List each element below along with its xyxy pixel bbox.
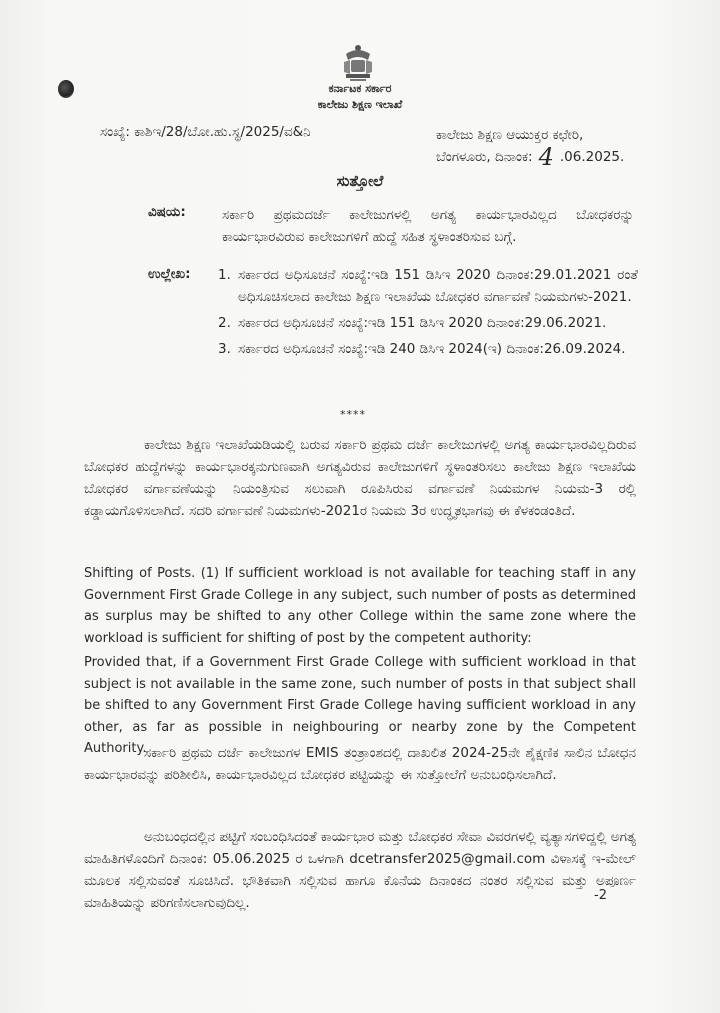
office-name: ಕಾಲೇಜು ಶಿಕ್ಷಣ ಆಯುಕ್ತರ ಕಛೇರಿ,: [436, 127, 584, 143]
place-date: [436, 143, 625, 171]
paragraph-rule-proviso: Provided that, if a Government First Grade College with sufficient workload in that subject is not available in the same zone, such number of posts in that subject shall be shifted to any Government First Grade College having sufficient workload in any other, as far as possible in neighbouring or nearby zone by the Competent Authority.: [84, 655, 636, 757]
circular-title: ಸುತ್ತೋಲೆ: [336, 172, 384, 190]
date-prefix: ಬೆಂಗಳೂರು, ದಿನಾಂಕ:: [436, 149, 533, 165]
paragraph-1: ಕಾಲೇಜು ಶಿಕ್ಷಣ ಇಲಾಖೆಯಡಿಯಲ್ಲಿ ಬರುವ ಸರ್ಕಾರಿ ಪ್ರಥಮ ದರ್ಜೆ ಕಾಲೇಜುಗಳಲ್ಲಿ ಅಗತ್ಯ ಕಾರ್ಯಭಾರವಿಲ್ಲದಿರುವ ಬೋಧಕರ ಹುದ್ದೆಗಳನ್ನು ಕಾರ್ಯಭಾರಕ್ಕನುಗುಣವಾಗಿ ಅಗತ್ಯವಿರುವ ಕಾಲೇಜುಗಳಿಗೆ ಸ್ಥಳಾಂತರಿಸಲು ಕಾಲೇಜು ಶಿಕ್ಷಣ ಇಲಾಖೆಯ ಬೋಧಕರ ವರ್ಗಾವಣೆಯನ್ನು ನಿಯಂತ್ರಿಸುವ ಸಲುವಾಗಿ ರೂಪಿಸಿರುವ ವರ್ಗಾವಣೆ ನಿಯಮಗಳ ನಿಯಮ-3 ರಲ್ಲಿ ಕಡ್ಡಾಯಗೊಳಿಸಲಾಗಿದೆ. ಸದರಿ ವರ್ಗಾವಣೆ ನಿಯಮಗಳು-2021ರ ನಿಯಮ 3ರ ಉದ್ಧೃತಭಾಗವು ಈ ಕೆಳಕಂಡಂತಿದೆ.: [84, 437, 636, 519]
reference-item: [218, 264, 638, 308]
reference-number-2: 2.: [218, 315, 231, 331]
reference-number: ಸಂಖ್ಯೆ: ಕಾಶಿಇ/28/ಬೋ.ಹು.ಸ್ಥ/2025/ವ&ನಿ: [100, 124, 311, 140]
reference-text-1: ಸರ್ಕಾರದ ಅಧಿಸೂಚನೆ ಸಂಖ್ಯೆ:ಇಡಿ 151 ಡಿಸಿಇ 2020 ದಿನಾಂಕ:29.01.2021 ರಂತೆ ಅಧಿಸೂಚಿಸಲಾದ ಕಾಲೇಜು ಶಿಕ್ಷಣ ಇಲಾಖೆಯ ಬೋಧಕರ ವರ್ಗಾವಣೆ ನಿಯಮಗಳು-2021.: [238, 267, 638, 305]
reference-text-2: ಸರ್ಕಾರದ ಅಧಿಸೂಚನೆ ಸಂಖ್ಯೆ:ಇಡಿ 151 ಡಿಸಿಇ 2020 ದಿನಾಂಕ:29.06.2021.: [238, 315, 607, 331]
handwritten-date-day: 4: [538, 143, 554, 171]
references-label: ಉಲ್ಲೇಖ:: [148, 266, 191, 282]
subject-text: ಸರ್ಕಾರಿ ಪ್ರಥಮದರ್ಜೆ ಕಾಲೇಜುಗಳಲ್ಲಿ ಅಗತ್ಯ ಕಾರ್ಯಭಾರವಿಲ್ಲದ ಬೋಧಕರನ್ನು ಕಾರ್ಯಭಾರವಿರುವ ಕಾಲೇಜುಗಳಿಗೆ ಹುದ್ದೆ ಸಹಿತ ಸ್ಥಳಾಂತರಿಸುವ ಬಗ್ಗೆ.: [222, 207, 634, 245]
office-address: [436, 124, 625, 171]
reference-item: [218, 312, 638, 334]
reference-item: [218, 338, 638, 360]
separator: ****: [340, 408, 366, 421]
paragraph-rule-shifting: Shifting of Posts. (1) If sufficient workload is not available for teaching staff in any Government First Grade College in any subject, such number of posts as determined as surplus may be shifted to any other College within the same zone where the workload is sufficient for shifting of post by the competent authority:: [84, 566, 636, 646]
government-name: ಕರ್ನಾಟಕ ಸರ್ಕಾರ: [328, 82, 392, 95]
reference-number-3: 3.: [218, 341, 231, 357]
paragraph-4: ಸರ್ಕಾರಿ ಪ್ರಥಮ ದರ್ಜೆ ಕಾಲೇಜುಗಳ EMIS ತಂತ್ರಾಂಶದಲ್ಲಿ ದಾಖಲಿತ 2024-25ನೇ ಶೈಕ್ಷಣಿಕ ಸಾಲಿನ ಬೋಧನ ಕಾರ್ಯಭಾರವನ್ನು ಪರಿಶೀಲಿಸಿ, ಕಾರ್ಯಭಾರವಿಲ್ಲದ ಬೋಧಕರ ಪಟ್ಟಿಯನ್ನು ಈ ಸುತ್ತೋಲೆಗೆ ಅನುಬಂಧಿಸಲಾಗಿದೆ.: [84, 745, 636, 783]
paragraph-5: ಅನುಬಂಧದಲ್ಲಿನ ಪಟ್ಟಿಗೆ ಸಂಬಂಧಿಸಿದಂತೆ ಕಾರ್ಯಭಾರ ಮತ್ತು ಬೋಧಕರ ಸೇವಾ ವಿವರಗಳಲ್ಲಿ ವ್ಯತ್ಯಾಸಗಳಿದ್ದಲ್ಲಿ ಅಗತ್ಯ ಮಾಹಿತಿಗಳೊಂದಿಗೆ ದಿನಾಂಕ: 05.06.2025 ರ ಒಳಗಾಗಿ dcetransfer2025@gmail.com ವಿಳಾಸಕ್ಕೆ ಇ-ಮೇಲ್ ಮೂಲಕ ಸಲ್ಲಿಸುವಂತೆ ಸೂಚಿಸಿದೆ. ಭೌತಿಕವಾಗಿ ಸಲ್ಲಿಸುವ ಹಾಗೂ ಕೊನೆಯ ದಿನಾಂಕದ ನಂತರ ಸಲ್ಲಿಸುವ ಮತ್ತು ಅಪೂರ್ಣ ಮಾಹಿತಿಯನ್ನು ಪರಿಗಣಿಸಲಾಗುವುದಿಲ್ಲ.: [84, 829, 636, 911]
reference-number-1: 1.: [218, 267, 231, 283]
references-list: [218, 264, 638, 364]
state-emblem-icon: [336, 40, 380, 84]
page-marker: -2: [594, 888, 607, 903]
subject-label: ವಿಷಯ:: [148, 204, 186, 220]
reference-text-3: ಸರ್ಕಾರದ ಅಧಿಸೂಚನೆ ಸಂಖ್ಯೆ:ಇಡಿ 240 ಡಿಸಿಇ 2024(ಇ) ದಿನಾಂಕ:26.09.2024.: [238, 341, 626, 357]
department-name: ಕಾಲೇಜು ಶಿಕ್ಷಣ ಇಲಾಖೆ: [317, 98, 403, 111]
date-suffix: .06.2025.: [559, 149, 625, 165]
